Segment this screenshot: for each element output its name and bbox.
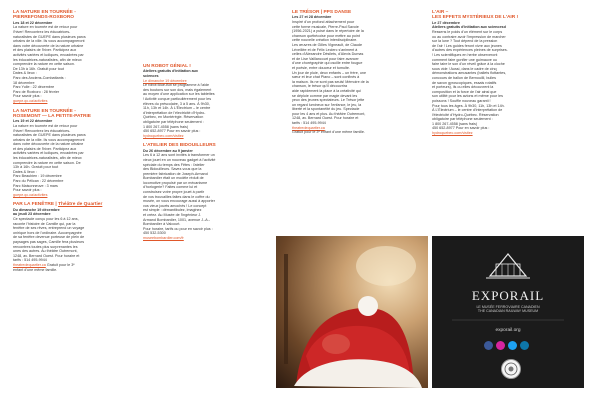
event-description bbox=[13, 217, 121, 263]
event-date: Les 27 et 28 décembre bbox=[292, 15, 332, 20]
text-line: Pour savoir plus : bbox=[13, 188, 42, 193]
text-line: Bombardier était un modèle réduit de bbox=[143, 176, 204, 181]
exporail-tagline bbox=[432, 305, 584, 313]
text-line: Ce spectacle conçu pour les 6 à 12 ans, bbox=[13, 217, 79, 221]
text-line: paysages pas sages, Camille fera plusieurs bbox=[13, 239, 85, 244]
text-line: celles d'Alexandre Désilets, d'Alexis Dumas bbox=[292, 52, 364, 57]
smq-seal-logo bbox=[501, 359, 521, 379]
text-line: locomotive propulsé par un mécanisme bbox=[143, 180, 208, 185]
section-title: LE TRÉSOR | PPS DANSE bbox=[292, 10, 352, 15]
facebook-icon[interactable] bbox=[484, 341, 493, 350]
text-line: l'hiver! Rencontrez les éducatrices- bbox=[13, 30, 71, 34]
text-line: Léveillée et de Félix Leclerc s'animent à bbox=[292, 47, 358, 52]
date-link[interactable]: Le dimanche 19 décembre bbox=[143, 78, 187, 83]
section-title: UN ROBOT GÉNIAL ! bbox=[143, 64, 191, 69]
exporail-name: EXPORAIL bbox=[471, 288, 545, 303]
text-line: et porteurs), ils ou elles découvrent la bbox=[432, 85, 494, 90]
text-line: De 13h à 16h. Gratuit pour tout bbox=[13, 66, 64, 71]
text-line: onirique hors de l'ordinaire. Accompagnée bbox=[13, 230, 82, 235]
column-4 bbox=[432, 10, 582, 136]
text-line: Armand Bombardier, 1001, avenue J.-A.- bbox=[143, 217, 211, 222]
text-line: aide rapidement la place à la créativité qui bbox=[292, 88, 361, 93]
text-line: Ressens le poids d'un élément sur le corps bbox=[432, 30, 503, 34]
text-line: faire taire le son d'un réveil grâce à la cloche bbox=[432, 62, 505, 67]
text-line: Les 6 à 12 ans sont invités à transformer un bbox=[143, 153, 215, 158]
column-1 bbox=[13, 10, 121, 272]
text-line: chanson, le trésor qu'il découvrira bbox=[292, 84, 348, 89]
text-line: naturalistes de GUEPE dans plusieurs parcs bbox=[13, 34, 86, 39]
title-line: L'AIR – bbox=[432, 10, 449, 15]
text-line: comprendre la nature en cette saison. De bbox=[13, 160, 81, 165]
text-line: sous vide ! Aussi, dans le cadre de cinq bbox=[432, 66, 497, 71]
event-link[interactable]: museebombardier.com/fr bbox=[143, 236, 184, 240]
text-line: rencontres toutes plus surprenantes les bbox=[13, 244, 78, 249]
text-line: au moyen d'une application sur les tablettes bbox=[143, 92, 215, 97]
title-line: LA NATURE EN TOURNÉE - bbox=[13, 108, 76, 114]
title-line: PIERREFONDS-ROXBORO bbox=[13, 15, 75, 21]
text-line: et poésie, entre douceur et tumulte. bbox=[292, 65, 351, 70]
event-description bbox=[143, 83, 255, 134]
text-line: naturalistes de GUEPE dans plusieurs parcs bbox=[13, 133, 86, 138]
text-line: les éducatrices-naturalistes, afin de mieux bbox=[13, 57, 82, 62]
text-line: un regard lumineux sur l'enfance, le jeu, la bbox=[292, 102, 362, 107]
text-line: 1248, av. Bernard Ouest. Pour horaire et bbox=[292, 116, 359, 121]
text-line: Les œuvres de Gilles Vigneault, de Claude bbox=[292, 42, 363, 47]
text-line: (1956-2021) a puisé dans le répertoire de la bbox=[292, 29, 364, 34]
text-line: pour les 4 ans et plus. Au théâtre Outremont, bbox=[292, 111, 366, 116]
text-line: 13h à 16h. Gratuit pour tout bbox=[13, 165, 59, 170]
text-line: la maison. Ils ne sont pas seuls! Mémoire de la bbox=[292, 79, 369, 84]
tagline-line: THE CANADIAN RAILWAY MUSEUM bbox=[477, 309, 539, 313]
exporail-panel bbox=[432, 236, 584, 388]
event-link[interactable]: hydroquebec.com/visitez bbox=[432, 131, 473, 136]
text-line: d'autres des expériences pleines de surprises. bbox=[432, 48, 508, 53]
text-line: Pour savoir plus : bbox=[13, 94, 42, 99]
column-3 bbox=[292, 10, 404, 135]
text-line: obligatoire par téléphone seulement : bbox=[143, 119, 204, 124]
event-subtitle: Ateliers gratuits d'initiation aux bbox=[143, 69, 198, 74]
event-date: au jeudi 23 décembre bbox=[13, 212, 51, 217]
section-title bbox=[432, 10, 582, 21]
text-line: poissons ! Souffle nouveau garanti ! bbox=[432, 98, 491, 103]
text-line: Parc des Anciens-Combattants : bbox=[13, 75, 66, 80]
text-line: 11h, 13h et 14h. À L'Électrium – le centre bbox=[143, 106, 211, 111]
title-line: LA NATURE EN TOURNÉE - bbox=[13, 10, 76, 15]
text-line: démonstrations amusantes (ballets flottantes, bbox=[432, 71, 507, 76]
event-date: Les 18 et 22 décembre bbox=[13, 20, 53, 25]
santa-hat-illustration bbox=[276, 236, 428, 388]
text-line: élèves du préscolaire, 3 à 5 ans. À 9h30, bbox=[143, 101, 210, 106]
text-line: dans votre découverte de la nature urbaine bbox=[13, 43, 84, 48]
text-line: Parc Maisonneuve : 3 mars bbox=[13, 183, 58, 188]
text-line: et créez. Au Musée de l'ingénieur J. bbox=[143, 213, 202, 218]
event-link[interactable]: theatredequartier.ca bbox=[13, 262, 46, 267]
text-line: première fabrication de Joseph-Armand bbox=[143, 171, 208, 176]
note: Gratuit pour le 3ᵉ bbox=[46, 262, 75, 267]
event-subtitle: Ateliers gratuits d'initiation aux sciencesd bbox=[432, 25, 506, 30]
text-line: de vos trouvailles faites dans le coffre du bbox=[143, 194, 210, 199]
venue-link[interactable]: Théâtre de Quartier bbox=[58, 202, 103, 208]
event-subtitle: sciences bbox=[143, 74, 159, 78]
event-description bbox=[13, 25, 121, 99]
seal-icon bbox=[502, 360, 520, 378]
text-line: liberté et la spontanéité du jeu. Spectacle bbox=[292, 107, 360, 112]
event-description bbox=[13, 124, 121, 193]
text-line: La nature en tournée est de retour pour bbox=[13, 25, 78, 30]
text-line: Dates & lieux : bbox=[13, 169, 37, 174]
text-line: les éducatrices-naturalistes, afin de mieux bbox=[13, 156, 82, 161]
text-line: fenêtre de ses rêves, entreprend un voyage bbox=[13, 226, 85, 231]
text-line: urbains de la ville. Ils vous accompagneront bbox=[13, 137, 85, 142]
event-date: Le 27 décembre bbox=[432, 20, 460, 25]
exporail-url[interactable]: exporail.org bbox=[495, 328, 521, 333]
text-line: tarifs : 514 495-9944 bbox=[13, 258, 47, 263]
text-line: chanson québécoise pour mettre au point bbox=[292, 33, 360, 38]
title-line: PAR LA FENÊTRE bbox=[13, 202, 55, 208]
column-2 bbox=[143, 64, 255, 241]
text-line: d'une chorégraphie qui oscille entre fougue bbox=[292, 61, 363, 66]
text-line: comment faire gonfler une guimauve ou bbox=[432, 57, 497, 62]
section-title: PAR LA FENÊTRE | Théâtre de Quartier bbox=[13, 202, 103, 208]
twitter-icon[interactable] bbox=[508, 341, 517, 350]
text-line: 450 652-8977 Pour en savoir plus : bbox=[432, 126, 490, 131]
text-line: d'horlogerie? Faites comme lui et bbox=[143, 185, 198, 190]
text-line: yeux des jeunes spectateurs. Le Trésor jette bbox=[292, 98, 365, 103]
section-title bbox=[13, 10, 121, 21]
text-line: Un jour de pluie, deux enfants – un frère, une bbox=[292, 70, 367, 75]
text-line: ou au contraire avoir l'impression de marcher bbox=[432, 34, 506, 39]
note: enfant d'une même famille. bbox=[13, 267, 58, 272]
text-line: Parc de Roxboro : 28 février bbox=[13, 89, 60, 94]
text-line: des boutons sur son dos, mais également bbox=[143, 87, 212, 92]
text-line: Pour horaire, tarifs ou pour en savoir plus : bbox=[143, 226, 213, 231]
text-line: sur la lune ? Tout dépend de la pression bbox=[432, 39, 498, 44]
text-line: cette forme musicale, Pierre-Paul Savoie bbox=[292, 24, 359, 29]
text-line: Pour tous les âges. À 9h30, 11h, 13h et 14h. bbox=[432, 103, 505, 108]
instagram-icon[interactable] bbox=[496, 341, 505, 350]
text-line: et de Lise Vaillancourt pour faire avancer bbox=[292, 56, 359, 61]
text-line: ! Activité conçue particulièrement pour les bbox=[143, 96, 212, 101]
text-line: son utilité pour les avions et même pour les bbox=[432, 94, 503, 99]
event-link[interactable]: theatredequartier.ca bbox=[292, 125, 325, 130]
text-line: ! Les scientifiques en herbe observeront bbox=[432, 52, 498, 57]
event-description bbox=[292, 20, 404, 126]
text-line: des Bidouilleurs. Savez-vous que la bbox=[143, 167, 202, 172]
text-line: l'hiver! Rencontrez les éducatrices- bbox=[13, 128, 71, 133]
text-line: spéciale du temps des Fêtes : l'atelier bbox=[143, 162, 205, 167]
event-link[interactable]: guepe.qc.ca/activites bbox=[13, 98, 48, 103]
text-line: unes des autres. Au théâtre Outremont, bbox=[13, 249, 78, 254]
section-title bbox=[13, 109, 121, 120]
text-line: 1248, av. Bernard Ouest. Pour horaire et bbox=[13, 253, 80, 258]
text-line: l'électricité d'Hydro-Québec. Réservation bbox=[432, 112, 499, 117]
text-line: activités variées et ludiques, encadrées par bbox=[13, 52, 84, 57]
title-line: LES EFFETS MYSTÉRIEUX DE L'AIR ! bbox=[432, 15, 519, 21]
text-line: sœur et leur chat Piano – sont confinés à bbox=[292, 75, 360, 80]
event-description bbox=[143, 153, 255, 236]
event-link[interactable]: guepe.qc.ca/activites bbox=[13, 192, 48, 197]
text-line: obligatoire par téléphone seulement : bbox=[432, 117, 493, 122]
text-line: La nature en tournée est de retour pour bbox=[13, 123, 78, 128]
text-line: dans votre découverte de la nature urbaine bbox=[13, 142, 84, 147]
text-line: À L'Électrium – le centre d'interprétation de bbox=[432, 108, 503, 113]
event-date: Du 26 décembre au 9 janvier bbox=[143, 148, 193, 153]
santa-hat-photo bbox=[276, 236, 428, 388]
text-line: cette nouvelle création interdisciplinaire. bbox=[292, 38, 358, 43]
text-line: urbains de la ville. Ils vous accompagneront bbox=[13, 39, 85, 44]
text-line: vos vieux jouets amochés ! Le concept bbox=[143, 203, 207, 208]
event-description bbox=[432, 30, 582, 131]
text-line: de savon gyroscopiques, essais rotatifs bbox=[432, 80, 497, 85]
text-line: 1 800 267-4558 (sans frais) bbox=[432, 121, 478, 126]
text-line: Inspiré d'un profond attachement pour bbox=[292, 20, 355, 24]
tagline-line: LE MUSÉE FERROVIAIRE CANADIEN bbox=[476, 305, 540, 309]
text-line: Parc Yulle : 22 décembre bbox=[13, 85, 55, 90]
text-line: concours de ballon de Bernouilli, bulles bbox=[432, 75, 496, 80]
text-line: vieux jouet en un nouveau gadget à l'activité bbox=[143, 157, 216, 162]
text-line: Parc du Pélican : 22 décembre bbox=[13, 179, 64, 184]
text-line: composition et la force de l'air ainsi que bbox=[432, 89, 497, 94]
text-line: Parc Beaubien : 19 décembre bbox=[13, 174, 62, 179]
text-line: de l'air ! Les guides feront vivre aux jeunes bbox=[432, 43, 502, 48]
text-line: activités variées et ludiques, encadrées par bbox=[13, 151, 84, 156]
event-link[interactable]: hydroquebec.com/visitez bbox=[143, 133, 184, 138]
event-date: Les 19 et 22 décembre bbox=[13, 119, 53, 124]
text-line: raconte l'histoire de Camille qui, par la bbox=[13, 221, 76, 226]
text-line: Dates & lieux : bbox=[13, 71, 37, 76]
text-line: Le robot Blue-Bot se programme à l'aide bbox=[143, 83, 210, 88]
text-line: comprendre la nature en cette saison. bbox=[13, 62, 75, 67]
title-line: ROSEMONT — LA PETITE-PATRIE bbox=[13, 113, 91, 119]
note: Gratuit pour le 3ᵉ enfant d'une même famille. bbox=[292, 130, 365, 135]
text-line: construisez votre propre jouet à partir bbox=[143, 190, 205, 195]
text-line: de sa fenêtre devenue porteuse de plein de bbox=[13, 235, 85, 240]
text-line: et des plaisirs de l'hiver. Participez aux bbox=[13, 48, 77, 53]
text-line: tarifs : 514 495-9944 bbox=[292, 121, 326, 126]
text-line: est simple : démantibulez, imaginez bbox=[143, 208, 202, 213]
text-line: 450 532-5300 bbox=[143, 231, 166, 236]
text-line: d'interprétation de l'électricité d'Hydro- bbox=[143, 110, 206, 115]
section-title: L'ATELIER DES BIDOUILLEURS bbox=[143, 143, 216, 149]
linkedin-icon[interactable] bbox=[520, 341, 529, 350]
text-line: 18 décembre bbox=[13, 80, 35, 85]
text-line: se déploie comme par magie devant les bbox=[292, 93, 358, 98]
text-line: et des plaisirs de l'hiver. Participez aux bbox=[13, 146, 77, 151]
text-line: 450 652-8977 Pour en savoir plus : bbox=[143, 129, 201, 134]
text-line: musée, on vous encourage aussi à apporter bbox=[143, 199, 215, 204]
event-date: Du dimanche 19 décembre bbox=[13, 207, 60, 212]
text-line: Bombardier à Valcourt. bbox=[143, 222, 181, 227]
text-line: 1 800 267-4558 (sans frais) bbox=[143, 124, 189, 129]
text-line: Québec, en Montérégie. Réservation bbox=[143, 115, 204, 120]
